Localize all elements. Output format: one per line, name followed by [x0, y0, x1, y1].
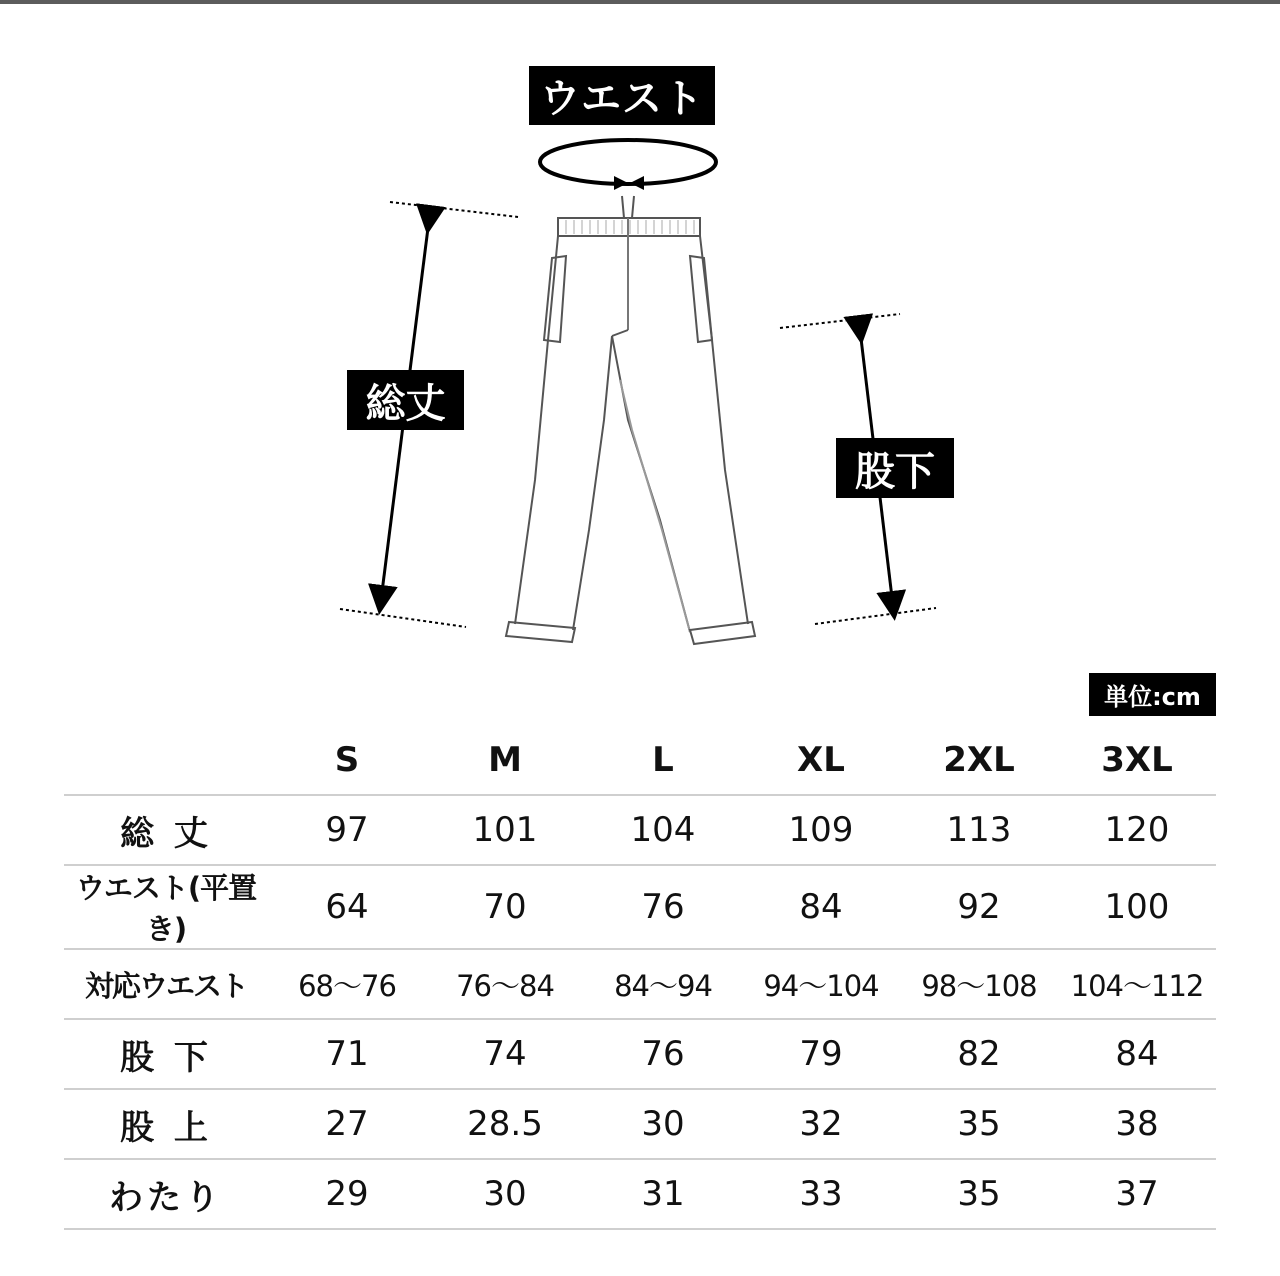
table-cell: 104〜112	[1058, 949, 1216, 1019]
row-label: わたり	[64, 1159, 268, 1229]
table-cell: 101	[426, 795, 584, 865]
table-cell: 84〜94	[584, 949, 742, 1019]
row-label: 対応ウエスト	[64, 949, 268, 1019]
size-header-row	[64, 726, 1216, 795]
size-table	[64, 726, 1216, 1230]
table-cell: 76	[584, 1019, 742, 1089]
table-row	[64, 795, 1216, 865]
table-cell: 37	[1058, 1159, 1216, 1229]
size-header: M	[426, 726, 584, 795]
row-label: ウエスト(平置き)	[64, 865, 268, 949]
table-cell: 70	[426, 865, 584, 949]
row-label: 股 上	[64, 1089, 268, 1159]
table-cell: 113	[900, 795, 1058, 865]
table-cell: 97	[268, 795, 426, 865]
table-cell: 64	[268, 865, 426, 949]
table-cell: 76	[584, 865, 742, 949]
table-cell: 30	[584, 1089, 742, 1159]
table-cell: 84	[1058, 1019, 1216, 1089]
total-length-label: 総丈	[347, 370, 464, 430]
unit-badge: 単位:cm	[1089, 673, 1216, 716]
header-empty	[64, 726, 268, 795]
table-cell: 98〜108	[900, 949, 1058, 1019]
waist-label: ウエスト	[529, 66, 715, 125]
table-row	[64, 1159, 1216, 1229]
pants-outline	[506, 196, 755, 644]
size-header: 2XL	[900, 726, 1058, 795]
row-label: 股 下	[64, 1019, 268, 1089]
table-cell: 35	[900, 1159, 1058, 1229]
table-cell: 104	[584, 795, 742, 865]
table-row	[64, 949, 1216, 1019]
table-cell: 100	[1058, 865, 1216, 949]
table-row	[64, 1019, 1216, 1089]
size-header: 3XL	[1058, 726, 1216, 795]
table-cell: 32	[742, 1089, 900, 1159]
waist-ellipse	[540, 140, 716, 190]
table-cell: 94〜104	[742, 949, 900, 1019]
table-cell: 31	[584, 1159, 742, 1229]
row-label: 総 丈	[64, 795, 268, 865]
table-cell: 30	[426, 1159, 584, 1229]
table-row	[64, 1089, 1216, 1159]
table-cell: 71	[268, 1019, 426, 1089]
table-cell: 68〜76	[268, 949, 426, 1019]
table-row	[64, 865, 1216, 949]
size-header: XL	[742, 726, 900, 795]
table-cell: 120	[1058, 795, 1216, 865]
size-header: S	[268, 726, 426, 795]
table-cell: 33	[742, 1159, 900, 1229]
table-cell: 109	[742, 795, 900, 865]
size-header: L	[584, 726, 742, 795]
table-cell: 28.5	[426, 1089, 584, 1159]
table-cell: 82	[900, 1019, 1058, 1089]
table-cell: 35	[900, 1089, 1058, 1159]
table-cell: 92	[900, 865, 1058, 949]
table-cell: 79	[742, 1019, 900, 1089]
table-cell: 84	[742, 865, 900, 949]
table-cell: 27	[268, 1089, 426, 1159]
table-cell: 76〜84	[426, 949, 584, 1019]
table-cell: 29	[268, 1159, 426, 1229]
inseam-label: 股下	[836, 438, 954, 498]
table-cell: 74	[426, 1019, 584, 1089]
table-cell: 38	[1058, 1089, 1216, 1159]
